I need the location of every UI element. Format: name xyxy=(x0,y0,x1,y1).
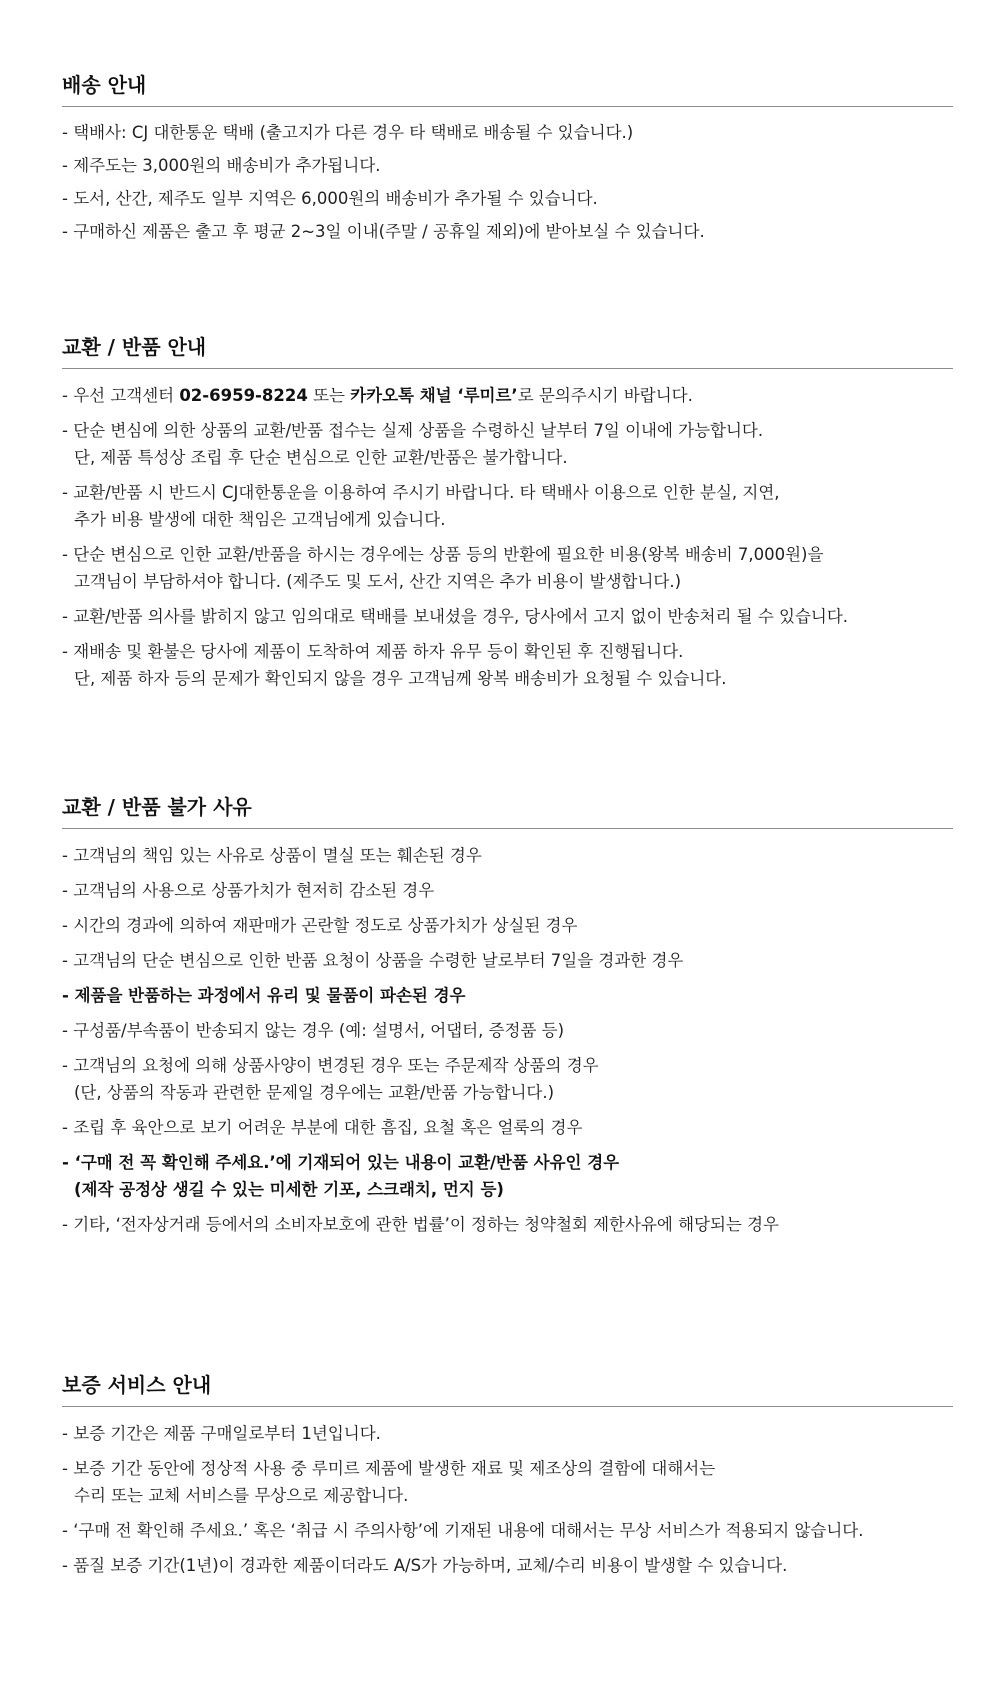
list-item xyxy=(62,382,953,409)
warranty-list xyxy=(62,1420,953,1579)
phone-number: 02-6959-8224 xyxy=(179,386,308,405)
list-item: - 구성품/부속품이 반송되지 않는 경우 (예: 설명서, 어댑터, 증정품 등) xyxy=(62,1021,565,1040)
line: - 단순 변심에 의한 상품의 교환/반품 접수는 실제 상품을 수령하신 날부터 7일 이내에 가능합니다. xyxy=(62,421,764,440)
dash: - xyxy=(62,986,75,1005)
warranty-section xyxy=(62,1372,953,1587)
list-item xyxy=(62,1149,953,1203)
nonreturn-title: 교환 / 반품 불가 사유 xyxy=(62,794,953,829)
list-item: - ‘구매 전 확인해 주세요.’ 혹은 ‘취급 시 주의사항’에 기재된 내용에 대해서는 무상 서비스가 적용되지 않습니다. xyxy=(62,1521,864,1540)
line: - 교환/반품 시 반드시 CJ대한통운을 이용하여 주시기 바랍니다. 타 택배사 이용으로 인한 분실, 지연, xyxy=(62,483,780,502)
list-item: - 제주도는 3,000원의 배송비가 추가됩니다. xyxy=(62,156,381,175)
nonreturn-section xyxy=(62,794,953,1246)
text-segment: ‘구매 전 꼭 확인해 주세요.’에 기재되어 있는 내용이 교환/반품 사유인 경우 xyxy=(74,1153,620,1172)
text-segment: - 우선 고객센터 xyxy=(62,386,180,405)
list-item: - 시간의 경과에 의하여 재판매가 곤란할 정도로 상품가치가 상실된 경우 xyxy=(62,916,578,935)
line: 단, 제품 특성상 조립 후 단순 변심으로 인한 교환/반품은 불가합니다. xyxy=(74,448,568,467)
list-item: - 교환/반품 의사를 밝히지 않고 임의대로 택배를 보내셨을 경우, 당사에서 고지 없이 반송처리 될 수 있습니다. xyxy=(62,607,849,626)
line: 고객님이 부담하셔야 합니다. (제주도 및 도서, 산간 지역은 추가 비용이 발생합니다.) xyxy=(74,572,682,591)
line: - 보증 기간 동안에 정상적 사용 중 루미르 제품에 발생한 재료 및 제조상의 결함에 대해서는 xyxy=(62,1459,716,1478)
list-item xyxy=(62,638,953,692)
list-item: - 보증 기간은 제품 구매일로부터 1년입니다. xyxy=(62,1424,381,1443)
shipping-title: 배송 안내 xyxy=(62,72,953,107)
line xyxy=(62,1149,953,1176)
line: - 재배송 및 환불은 당사에 제품이 도착하여 제품 하자 유무 등이 확인된 후 진행됩니다. xyxy=(62,642,684,661)
line: - 단순 변심으로 인한 교환/반품을 하시는 경우에는 상품 등의 반환에 필요한 비용(왕복 배송비 7,000원)을 xyxy=(62,545,824,564)
nonreturn-list xyxy=(62,842,953,1238)
kakao-channel: 카카오톡 채널 ‘루미르’ xyxy=(350,386,518,405)
list-item: - 품질 보증 기간(1년)이 경과한 제품이더라도 A/S가 가능하며, 교체/수리 비용이 발생할 수 있습니다. xyxy=(62,1556,788,1575)
list-item: - 구매하신 제품은 출고 후 평균 2~3일 이내(주말 / 공휴일 제외)에 받아보실 수 있습니다. xyxy=(62,222,705,241)
line: 단, 제품 하자 등의 문제가 확인되지 않을 경우 고객님께 왕복 배송비가 요청될 수 있습니다. xyxy=(74,669,727,688)
line: (제작 공정상 생길 수 있는 미세한 기포, 스크래치, 먼지 등) xyxy=(74,1180,504,1199)
list-item xyxy=(62,541,953,595)
list-item: - 기타, ‘전자상거래 등에서의 소비자보호에 관한 법률’이 정하는 청약철회 제한사유에 해당되는 경우 xyxy=(62,1215,779,1234)
list-item xyxy=(62,479,953,533)
text-segment: 로 문의주시기 바랍니다. xyxy=(517,386,693,405)
text-segment: 또는 xyxy=(307,386,351,405)
list-item xyxy=(62,417,953,471)
shipping-section xyxy=(62,72,953,251)
text-segment: 제품을 반품하는 과정에서 유리 및 물품이 파손된 경우 xyxy=(74,986,466,1005)
line: (단, 상품의 작동과 관련한 문제일 경우에는 교환/반품 가능합니다.) xyxy=(74,1083,555,1102)
exchange-section xyxy=(62,334,953,700)
line: - 고객님의 요청에 의해 상품사양이 변경된 경우 또는 주문제작 상품의 경우 xyxy=(62,1056,599,1075)
exchange-list xyxy=(62,382,953,692)
list-item xyxy=(62,1052,953,1106)
list-item: - 고객님의 책임 있는 사유로 상품이 멸실 또는 훼손된 경우 xyxy=(62,846,482,865)
exchange-title: 교환 / 반품 안내 xyxy=(62,334,953,369)
line: 수리 또는 교체 서비스를 무상으로 제공합니다. xyxy=(74,1486,409,1505)
list-item: - 고객님의 사용으로 상품가치가 현저히 감소된 경우 xyxy=(62,881,435,900)
dash: - xyxy=(62,1153,75,1172)
list-item: - 조립 후 육안으로 보기 어려운 부분에 대한 흠집, 요철 혹은 얼룩의 경우 xyxy=(62,1118,583,1137)
list-item xyxy=(62,1455,953,1509)
warranty-title: 보증 서비스 안내 xyxy=(62,1372,953,1407)
shipping-list xyxy=(62,119,953,245)
line: 추가 비용 발생에 대한 책임은 고객님에게 있습니다. xyxy=(74,510,446,529)
list-item: - 도서, 산간, 제주도 일부 지역은 6,000원의 배송비가 추가될 수 있습니다. xyxy=(62,189,598,208)
list-item: - 택배사: CJ 대한통운 택배 (출고지가 다른 경우 타 택배로 배송될 수 있습니다.) xyxy=(62,123,634,142)
list-item xyxy=(62,982,953,1009)
list-item: - 고객님의 단순 변심으로 인한 반품 요청이 상품을 수령한 날로부터 7일을 경과한 경우 xyxy=(62,951,684,970)
